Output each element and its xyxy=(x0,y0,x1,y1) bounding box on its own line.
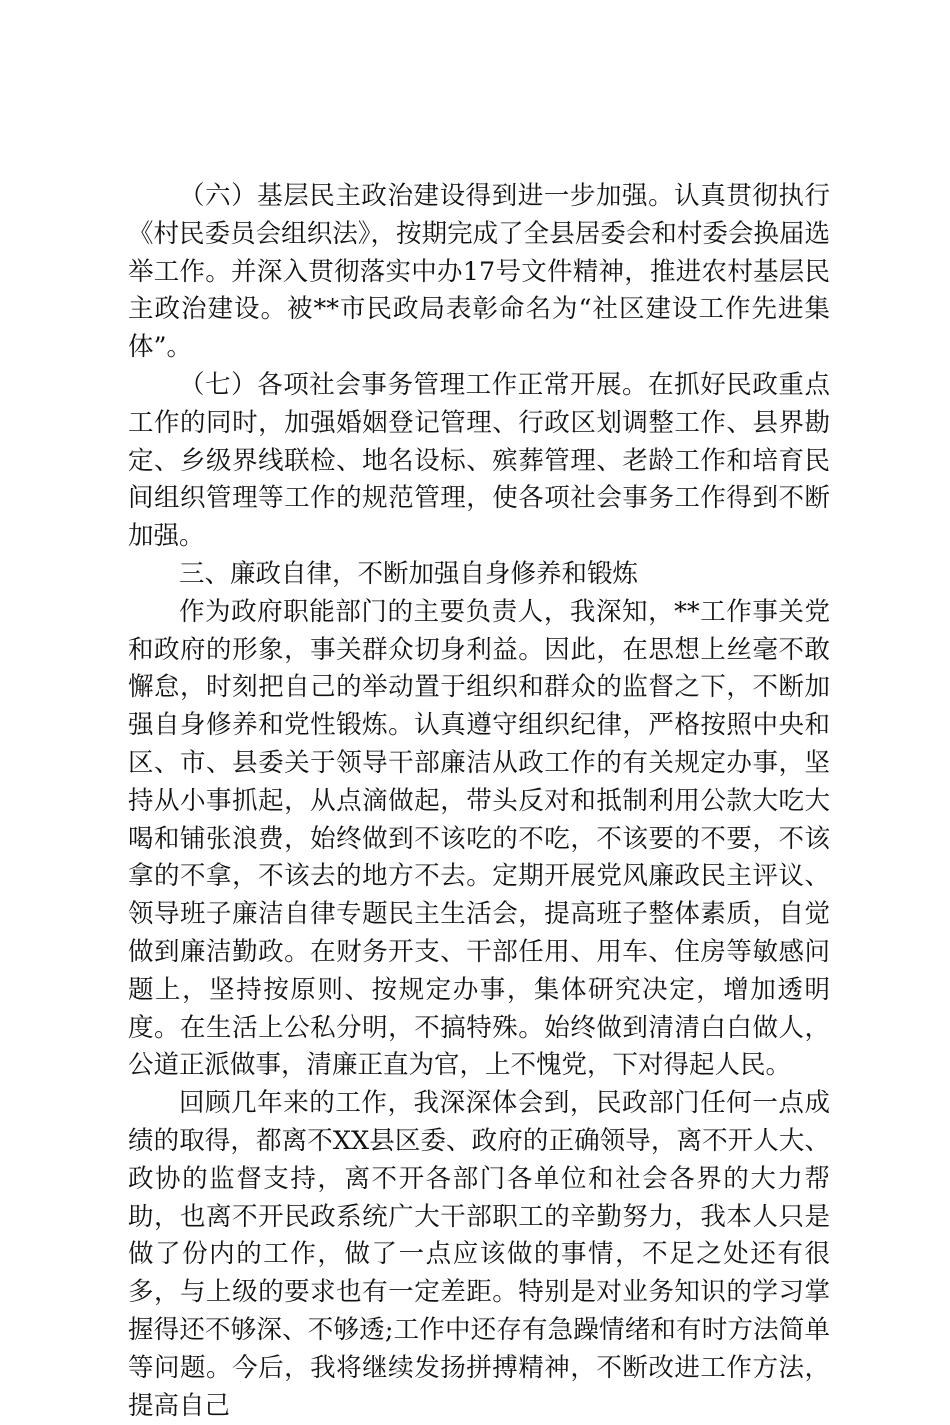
document-page xyxy=(128,178,830,1425)
paragraph-review: 回顾几年来的工作，我深深体会到，民政部门任何一点成绩的取得，都离不XX县区委、政府的正确领导，离不开人大、政协的监督支持，离不开各部门各单位和社会各界的大力帮助，也离不开民政系统广大干部职工的辛勤努力，我本人只是做了份内的工作，做了一点应该做的事情，不足之处还有很多，与上级的要求也有一定差距。特别是对业务知识的学习掌握得还不够深、不够透;工作中还存有急躁情绪和有时方法简单等问题。今后，我将继续发扬拼搏精神，不断改进工作方法，提高自己 xyxy=(128,1088,830,1421)
paragraph-self-discipline: 作为政府职能部门的主要负责人，我深知，**工作事关党和政府的形象，事关群众切身利益。因此，在思想上丝毫不敢懈怠，时刻把自己的举动置于组织和群众的监督之下，不断加强自身修养和党性锻炼。认真遵守组织纪律，严格按照中央和区、市、县委关于领导干部廉洁从政工作的有关规定办事，坚持从小事抓起，从点滴做起，带头反对和抵制利用公款大吃大喝和铺张浪费，始终做到不该吃的不吃，不该要的不要，不该拿的不拿，不该去的地方不去。定期开展党风廉政民主评议、领导班子廉洁自律专题民主生活会，提高班子整体素质，自觉做到廉洁勤政。在财务开支、干部任用、用车、住房等敏感问题上，坚持按原则、按规定办事，集体研究决定，增加透明度。在生活上公私分明，不搞特殊。始终做到清清白白做人，公道正派做事，清廉正直为官，上不愧党，下对得起人民。 xyxy=(128,596,830,1081)
paragraph-social-affairs: （七）各项社会事务管理工作正常开展。在抓好民政重点工作的同时，加强婚姻登记管理、行政区划调整工作、县界勘定、乡级界线联检、地名设标、殡葬管理、老龄工作和培育民间组织管理等工作的规范管理，使各项社会事务工作得到不断加强。 xyxy=(128,369,830,552)
section-heading-integrity: 三、廉政自律，不断加强自身修养和锻炼 xyxy=(179,558,639,589)
paragraph-grassroots-democracy: （六）基层民主政治建设得到进一步加强。认真贯彻执行《村民委员会组织法》，按期完成了全县居委会和村委会换届选举工作。并深入贯彻落实中办17号文件精神，推进农村基层民主政治建设。被**市民政局表彰命名为“社区建设工作先进集体”。 xyxy=(128,181,830,363)
